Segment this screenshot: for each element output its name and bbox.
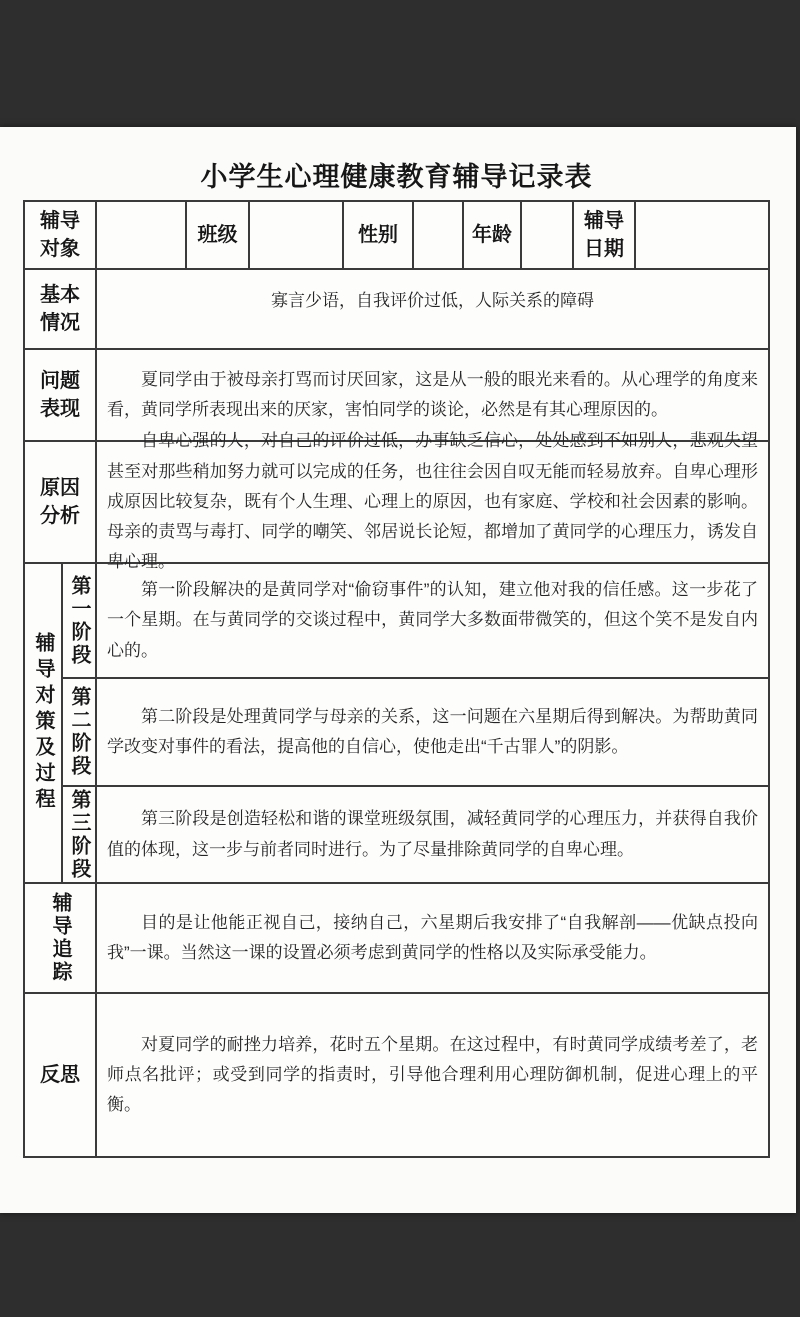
class-label-cell bbox=[187, 202, 250, 268]
strategy-stages bbox=[63, 564, 768, 882]
followup-label-cell bbox=[25, 884, 97, 992]
stage-2-row bbox=[63, 679, 768, 787]
stage-3-label: 第三阶段 bbox=[68, 788, 90, 881]
stage-2-label: 第二阶段 bbox=[68, 686, 90, 778]
date-label-cell bbox=[574, 202, 636, 268]
basic-info-text: 寡言少语，自我评价过低，人际关系的障碍 bbox=[271, 291, 594, 310]
strategy-label-cell bbox=[25, 564, 63, 882]
problem-label-cell bbox=[25, 350, 97, 440]
class-label: 班级 bbox=[197, 224, 238, 246]
problem-text: 夏同学由于被母亲打骂而讨厌回家，这是从一般的眼光来看的。从心理学的角度来看，黄同学所表现出来的厌家，害怕同学的谈论，必然是有其心理原因的。 bbox=[107, 369, 758, 419]
age-label: 年龄 bbox=[472, 224, 512, 246]
counselee-label-cell bbox=[25, 202, 97, 268]
gender-value-cell bbox=[414, 202, 464, 268]
reflection-text: 对夏同学的耐挫力培养，花时五个星期。在这过程中，有时黄同学成绩考差了，老师点名批评；或受到同学的指责时，引导他合理利用心理防御机制，促进心理上的平衡。 bbox=[107, 1034, 758, 1115]
header-row bbox=[25, 202, 768, 270]
basic-info-label: 基本情况 bbox=[40, 284, 80, 334]
basic-info-content-cell bbox=[97, 270, 768, 348]
followup-text: 目的是让他能正视自己，接纳自己，六星期后我安排了“自我解剖——优缺点投向我”一课。当然这一课的设置必须考虑到黄同学的性格以及实际承受能力。 bbox=[107, 912, 758, 962]
cause-content-cell bbox=[97, 431, 768, 572]
followup-label: 辅导追踪 bbox=[49, 892, 71, 984]
cause-text: 自卑心强的人，对自己的评价过低，办事缺乏信心，处处感到不如别人，悲观失望甚至对那些稍加努力就可以完成的任务，也往往会因自叹无能而轻易放弃。自卑心理形成原因比较复杂，既有个人生理、心理上的原因，也有家庭、学校和社会因素的影响。母亲的责骂与毒打、同学的嘲笑、邻居说长论短，都增加了黄同学的心理压力，诱发自卑心理。 bbox=[107, 431, 758, 572]
stage-1-label-cell bbox=[63, 564, 97, 677]
strategy-label: 辅导对策及过程 bbox=[32, 632, 54, 814]
reflection-label-cell bbox=[25, 994, 97, 1156]
basic-info-row bbox=[25, 270, 768, 350]
class-value-cell bbox=[250, 202, 344, 268]
date-value-cell bbox=[636, 202, 768, 268]
stage-3-content-cell bbox=[97, 787, 768, 882]
cause-label: 原因分析 bbox=[40, 477, 80, 527]
cause-row bbox=[25, 431, 768, 572]
document-page bbox=[0, 127, 796, 1213]
stage-1-row bbox=[63, 564, 768, 679]
followup-row bbox=[25, 884, 768, 994]
page-title: 小学生心理健康教育辅导记录表 bbox=[200, 162, 593, 192]
gender-label-cell bbox=[344, 202, 414, 268]
date-label: 辅导日期 bbox=[584, 210, 624, 260]
strategy-row bbox=[25, 564, 768, 884]
reflection-label: 反思 bbox=[40, 1064, 80, 1086]
age-value-cell bbox=[522, 202, 574, 268]
counselee-label: 辅导对象 bbox=[40, 210, 80, 260]
age-label-cell bbox=[464, 202, 522, 268]
reflection-content-cell bbox=[97, 994, 768, 1156]
followup-content-cell bbox=[97, 884, 768, 992]
stage-3-row bbox=[63, 787, 768, 882]
gender-label: 性别 bbox=[358, 224, 398, 246]
reflection-row bbox=[25, 994, 768, 1156]
stage-1-content-cell bbox=[97, 564, 768, 677]
stage-1-label: 第一阶段 bbox=[68, 574, 90, 667]
stage-3-label-cell bbox=[63, 787, 97, 882]
counselee-value-cell bbox=[97, 202, 187, 268]
problem-label: 问题表现 bbox=[40, 370, 80, 420]
basic-info-label-cell bbox=[25, 270, 97, 348]
stage-2-text: 第二阶段是处理黄同学与母亲的关系，这一问题在六星期后得到解决。为帮助黄同学改变对事件的看法，提高他的自信心，使他走出“千古罪人”的阴影。 bbox=[107, 706, 758, 756]
record-table bbox=[23, 200, 770, 1158]
stage-1-text: 第一阶段解决的是黄同学对“偷窃事件”的认知，建立他对我的信任感。这一步花了一个星期。在与黄同学的交谈过程中，黄同学大多数面带微笑的，但这个笑不是发自内心的。 bbox=[107, 580, 758, 660]
stage-2-content-cell bbox=[97, 679, 768, 785]
cause-label-cell bbox=[25, 442, 97, 562]
stage-2-label-cell bbox=[63, 679, 97, 785]
stage-3-text: 第三阶段是创造轻松和谐的课堂班级氛围，减轻黄同学的心理压力，并获得自我价值的体现，这一步与前者同时进行。为了尽量排除黄同学的自卑心理。 bbox=[107, 809, 758, 859]
